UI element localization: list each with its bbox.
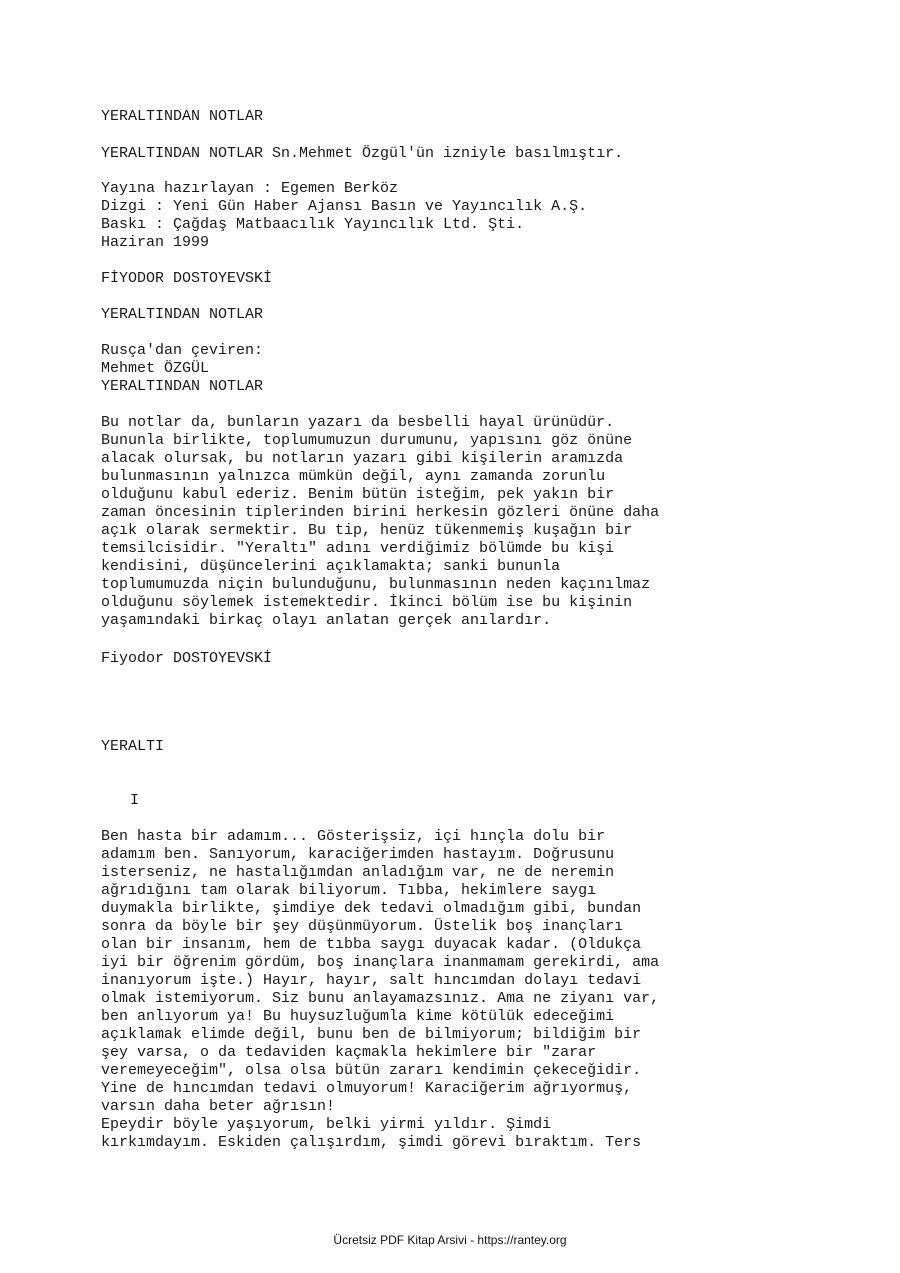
translator-block: Rusça'dan çeviren: Mehmet ÖZGÜL YERALTINDAN NOTLAR — [101, 342, 264, 395]
author-name: FİYODOR DOSTOYEVSKİ — [101, 270, 273, 287]
preface-paragraph: Bu notlar da, bunların yazarı da besbelli hayal ürünüdür. Bununla birlikte, toplumumuzun durumunu, yapısını göz önüne alacak olursak, bu notların yazarı gibi kişilerin aramızda bulunmasının yalnızca mümkün değil, aynı zamanda zorunlu olduğunu kabul ederiz. Benim bütün isteğim, pek yakın bir zaman öncesinin tiplerinden birini herkesin gözleri önüne daha açık olarak sermektir. Bu tip, henüz tükenmemiş kuşağın bir temsilcisidir. "Yeraltı" adını verdiğimiz bölümde bu kişi kendisini, düşüncelerini açıklamakta; sanki bununla toplumumuzda niçin bulunduğunu, bulunmasının neden kaçınılmaz olduğunu söylemek istemektedir. İkinci bölüm ise bu kişinin yaşamındaki birkaç olayı anlatan gerçek anılardır. — [101, 414, 660, 629]
chapter-body-text: Ben hasta bir adamım... Gösterişsiz, içi hınçla dolu bir adamım ben. Sanıyorum, karaciğerimden hastayım. Doğrusunu isterseniz, ne hastalığımdan anladığım var, ne de neremin ağrıdığını tam olarak biliyorum. Tıbba, hekimlere saygı duymakla birlikte, şimdiye dek tedavi olmadığım gibi, bundan sonra da böyle bir şey düşünmüyorum. Üstelik boş inançları olan bir insanım, hem de tıbba saygı duyacak kadar. (Oldukça iyi bir öğrenim gördüm, boş inançlara inanmamam gerekirdi, ama inanıyorum işte.) Hayır, hayır, salt hıncımdan dolayı tedavi olmak istemiyorum. Siz bunu anlayamazsınız. Ama ne ziyanı var, ben anlıyorum ya! Bu huysuzluğumla kime kötülük edeceğimi açıklamak elimde değil, bunu ben de bilmiyorum; bildiğim bir şey varsa, o da tedaviden kaçmakla hekimlere bir "zarar veremeyeceğim", olsa olsa bütün zararı kendimin çekeceğidir. Yine de hıncımdan tedavi olmuyorum! Karaciğerim ağrıyormuş, varsın daha beter ağrısın! Epeydir böyle yaşıyorum, belki yirmi yıldır. Şimdi kırkımdayım. Eskiden çalışırdım, şimdi görevi bıraktım. Ters — [101, 828, 660, 1151]
chapter-number: I — [130, 792, 140, 809]
preface-signature: Fiyodor DOSTOYEVSKİ — [101, 650, 273, 667]
part-title: YERALTI — [101, 738, 165, 755]
footer-link-text[interactable]: Ücretsiz PDF Kitap Arsivi - https://rantey.org — [333, 1233, 567, 1247]
book-title: YERALTINDAN NOTLAR — [101, 306, 264, 323]
permission-line: YERALTINDAN NOTLAR Sn.Mehmet Özgül'ün izniyle basılmıştır. — [101, 145, 624, 162]
document-title: YERALTINDAN NOTLAR — [101, 108, 264, 125]
publication-credits: Yayına hazırlayan : Egemen Berköz Dizgi : Yeni Gün Haber Ajansı Basın ve Yayıncılık A.Ş. Baskı : Çağdaş Matbaacılık Yayıncılık Ltd. Şti. Haziran 1999 — [101, 180, 588, 251]
